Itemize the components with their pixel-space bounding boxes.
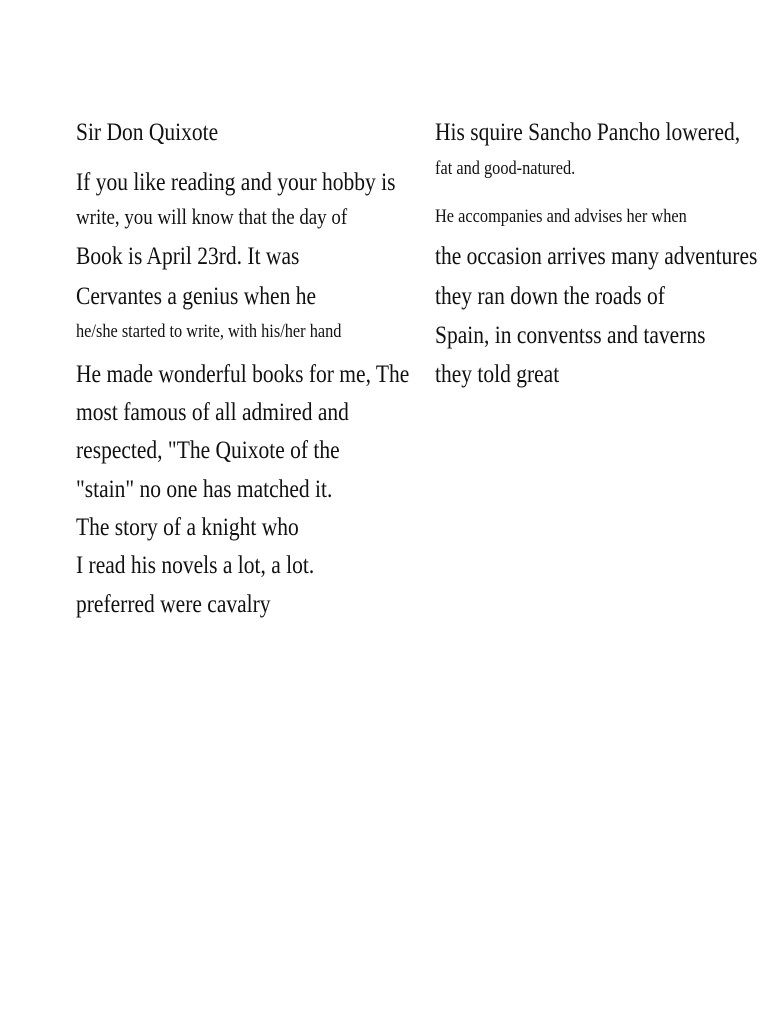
text-line: He made wonderful books for me, The xyxy=(76,361,410,388)
text-line: Cervantes a genius when he xyxy=(76,283,317,310)
text-line: the occasion arrives many adventures xyxy=(435,243,758,270)
text-line: preferred were cavalry xyxy=(76,591,271,618)
page-title: Sir Don Quixote xyxy=(76,119,219,146)
text-line: Spain, in conventss and taverns xyxy=(435,322,706,349)
text-line: I read his novels a lot, a lot. xyxy=(76,552,315,579)
text-line: The story of a knight who xyxy=(76,514,299,541)
text-line: they told great xyxy=(435,361,560,388)
text-line: Book is April 23rd. It was xyxy=(76,243,300,270)
text-line: "stain" no one has matched it. xyxy=(76,476,333,503)
text-line: most famous of all admired and xyxy=(76,399,349,426)
text-line: His squire Sancho Pancho lowered, xyxy=(435,119,741,146)
text-line: write, you will know that the day of xyxy=(76,204,348,229)
text-line: fat and good-natured. xyxy=(435,158,576,179)
text-line: He accompanies and advises her when xyxy=(435,206,687,227)
text-line: he/she started to write, with his/her hand xyxy=(76,321,342,342)
text-line: respected, "The Quixote of the xyxy=(76,437,340,464)
text-line: they ran down the roads of xyxy=(435,283,665,310)
text-line: If you like reading and your hobby is xyxy=(76,169,396,196)
